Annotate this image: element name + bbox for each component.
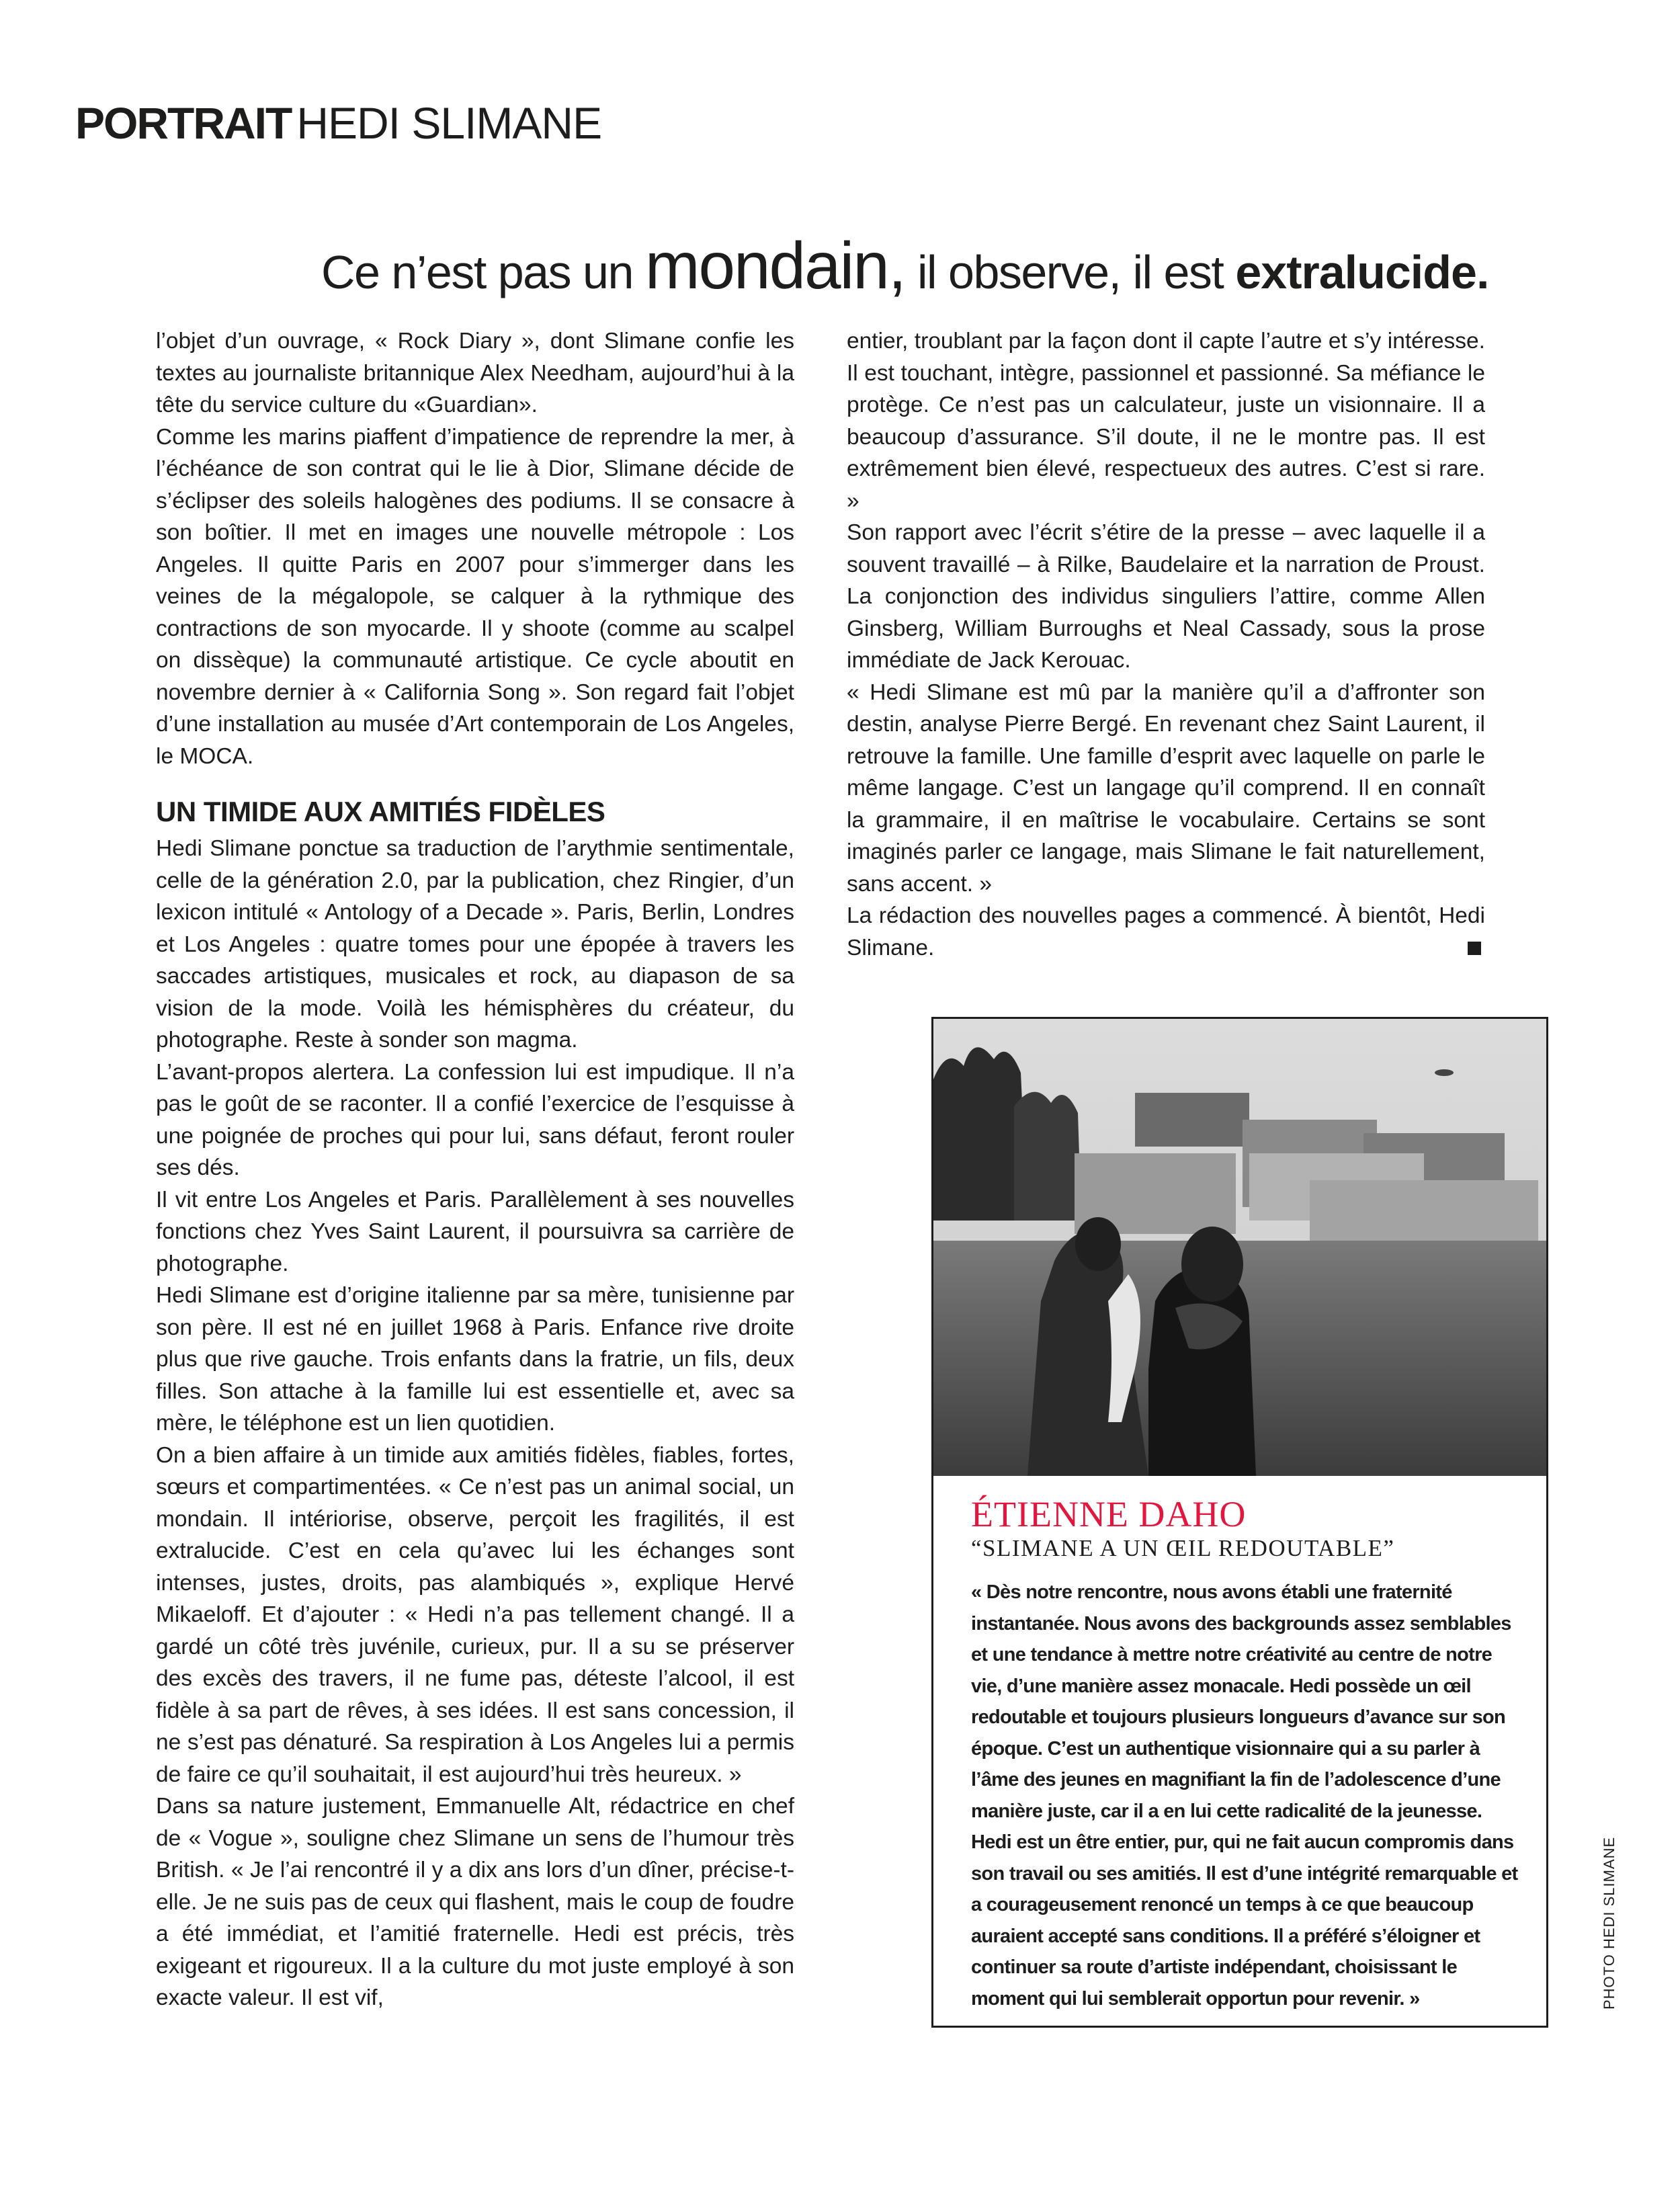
article-paragraph: Hedi Slimane ponctue sa traduction de l’arythmie sentimentale, celle de la génération 2.0, par la publication, chez Ringier, d’un lexicon intitulé « Antology of a Decade ». Paris, Berlin, Londres et Los Angeles : quatre tomes pour une épopée à travers les saccades artistiques, musicales et rock, au diapason de sa vision de la mode. Voilà les hémisphères du créateur, du photographe. Reste à sonder son magma.	[156, 836, 794, 1052]
subject-name: HEDI SLIMANE	[296, 98, 602, 148]
article-paragraph: Dans sa nature justement, Emmanuelle Alt, rédactrice en chef de « Vogue », souligne chez Slimane un sens de l’humour très British. « Je l’ai rencontré il y a dix ans lors d’un dîner, précise-t-elle. Je ne suis pas de ceux qui flashent, mais le coup de foudre a été immédiat, et l’amitié fraternelle. Hedi est précis, très exigeant et rigoureux. Il a la culture du mot juste employé à son exacte valeur. Il est vif,	[156, 1794, 794, 2010]
article-paragraph: L’avant-propos alertera. La confession lui est impudique. Il n’a pas le goût de se raconter. Il a confié l’exercice de l’esquisse à une poignée de proches qui pour lui, sans défaut, feront rouler ses dés.	[156, 1059, 794, 1180]
article-subheading: UN TIMIDE AUX AMITIÉS FIDÈLES	[156, 796, 605, 827]
article-paragraph: Son rapport avec l’écrit s’étire de la presse – avec laquelle il a souvent travaillé – à Rilke, Baudelaire et la narration de Proust. La conjonction des individus singuliers l’attire, comme Allen Ginsberg, William Burroughs et Neal Cassady, sous la prose immédiate de Jack Kerouac.	[847, 520, 1485, 673]
section-label: PORTRAIT	[75, 98, 292, 148]
article-paragraph: entier, troublant par la façon dont il capte l’autre et s’y intéresse. Il est touchant, intègre, passionnel et passionné. Sa méfiance le protège. Ce n’est pas un calculateur, juste un visionnaire. Il a beaucoup d’assurance. S’il doute, il ne le montre pas. Il est extrêmement bien élevé, respectueux des autres. C’est si rare. »	[847, 329, 1485, 513]
article-closing-text: La rédaction des nouvelles pages a commencé. À bientôt, Hedi Slimane.	[847, 903, 1485, 960]
pull-quote	[321, 230, 1488, 302]
article-right-column	[847, 325, 1485, 964]
article-paragraph: l’objet d’un ouvrage, « Rock Diary », dont Slimane confie les textes au journaliste britannique Alex Needham, aujourd’hui à la tête du service culture du «Guardian».	[156, 329, 794, 417]
article-paragraph: Il vit entre Los Angeles et Paris. Parallèlement à ses nouvelles fonctions chez Yves Saint Laurent, il poursuivra sa carrière de photographe.	[156, 1187, 794, 1276]
pull-quote-emphasis: mondain,	[644, 229, 906, 302]
article-paragraph: « Hedi Slimane est mû par la manière qu’il a d’affronter son destin, analyse Pierre Bergé. En revenant chez Saint Laurent, il retrouve la famille. Une famille d’esprit avec laquelle on parle le même langage. C’est un langage qu’il comprend. Il en connaît la grammaire, il en maîtrise le vocabulaire. Certains se sont imaginés parler ce langage, mais Slimane le fait naturellement, sans accent. »	[847, 679, 1485, 897]
sidebar-quote-body: « Dès notre rencontre, nous avons établi une fraternité instantanée. Nous avons des backgrounds assez semblables et une tendance à mettre notre créativité au centre de notre vie, d’une manière assez monacale. Hedi possède un œil redoutable et toujours plusieurs longueurs d’avance sur son époque. C’est un authentique visionnaire qui a su parler à l’âme des jeunes en magnifiant la fin de l’adolescence d’une manière juste, car il a en lui cette radicalité de la jeunesse. Hedi est un être entier, pur, qui ne fait aucun compromis dans son travail ou ses amitiés. Il est d’une intégrité remarquable et a courageusement renoncé un temps à ce que beaucoup auraient accepté sans conditions. Il a préféré s’éloigner et continuer sa route d’artiste indépendant, choisissant le moment qui lui semblerait opportun pour revenir. »	[971, 1581, 1518, 2010]
article-paragraph: Comme les marins piaffent d’impatience de reprendre la mer, à l’échéance de son contrat qui le lie à Dior, Slimane décide de s’éclipser des soleils halogènes des podiums. Il se consacre à son boîtier. Il met en images une nouvelle métropole : Los Angeles. Il quitte Paris en 2007 pour s’immerger dans les veines de la mégalopole, se calquer à la rythmique des contractions de son myocarde. Il y shoote (comme au scalpel on dissèque) la communauté artistique. Ce cycle aboutit en novembre dernier à « California Song ». Son regard fait l’objet d’une installation au musée d’Art contemporain de Los Angeles, le MOCA.	[156, 424, 794, 769]
sidebar-title: ÉTIENNE DAHO	[971, 1494, 1247, 1534]
sidebar-box	[931, 1017, 1548, 2028]
sidebar-photo	[933, 1019, 1546, 1476]
article-paragraph-final	[847, 900, 1485, 964]
article-paragraph: On a bien affaire à un timide aux amitiés fidèles, fiables, fortes, sœurs et compartimentées. « Ce n’est pas un animal social, un mondain. Il intériorise, observe, perçoit les fragilités, il est extralucide. C’est en cela qu’avec lui les échanges sont intenses, justes, droits, pas alambiqués », explique Hervé Mikaeloff. Et d’ajouter : « Hedi n’a pas tellement changé. Il a gardé un côté très juvénile, curieux, pur. Il a su se préserver des excès des travers, il ne fume pas, déteste l’alcool, il est fidèle à sa part de rêves, à ses idées. Il est sans concession, il ne s’est pas dénaturé. Sa respiration à Los Angeles lui a permis de faire ce qu’il souhaitait, il est aujourd’hui très heureux. »	[156, 1442, 794, 1787]
pull-quote-part2: il observe, il est	[905, 246, 1236, 298]
pull-quote-part1: Ce n’est pas un	[321, 246, 645, 298]
article-left-column	[156, 325, 794, 2014]
end-of-article-square-icon	[1468, 942, 1481, 955]
sidebar-subtitle: “SLIMANE A UN ŒIL REDOUTABLE”	[971, 1535, 1395, 1561]
photo-credit: PHOTO HEDI SLIMANE	[1601, 1836, 1618, 2010]
section-rubric	[75, 98, 602, 148]
article-paragraph: Hedi Slimane est d’origine italienne par sa mère, tunisienne par son père. Il est né en juillet 1968 à Paris. Enfance rive droite plus que rive gauche. Trois enfants dans la fratrie, un fils, deux filles. Son attache à la famille lui est essentielle et, avec sa mère, le téléphone est un lien quotidien.	[156, 1283, 794, 1436]
pull-quote-bold: extralucide.	[1235, 246, 1489, 298]
sidebar-photo-illustration	[933, 1019, 1546, 1476]
